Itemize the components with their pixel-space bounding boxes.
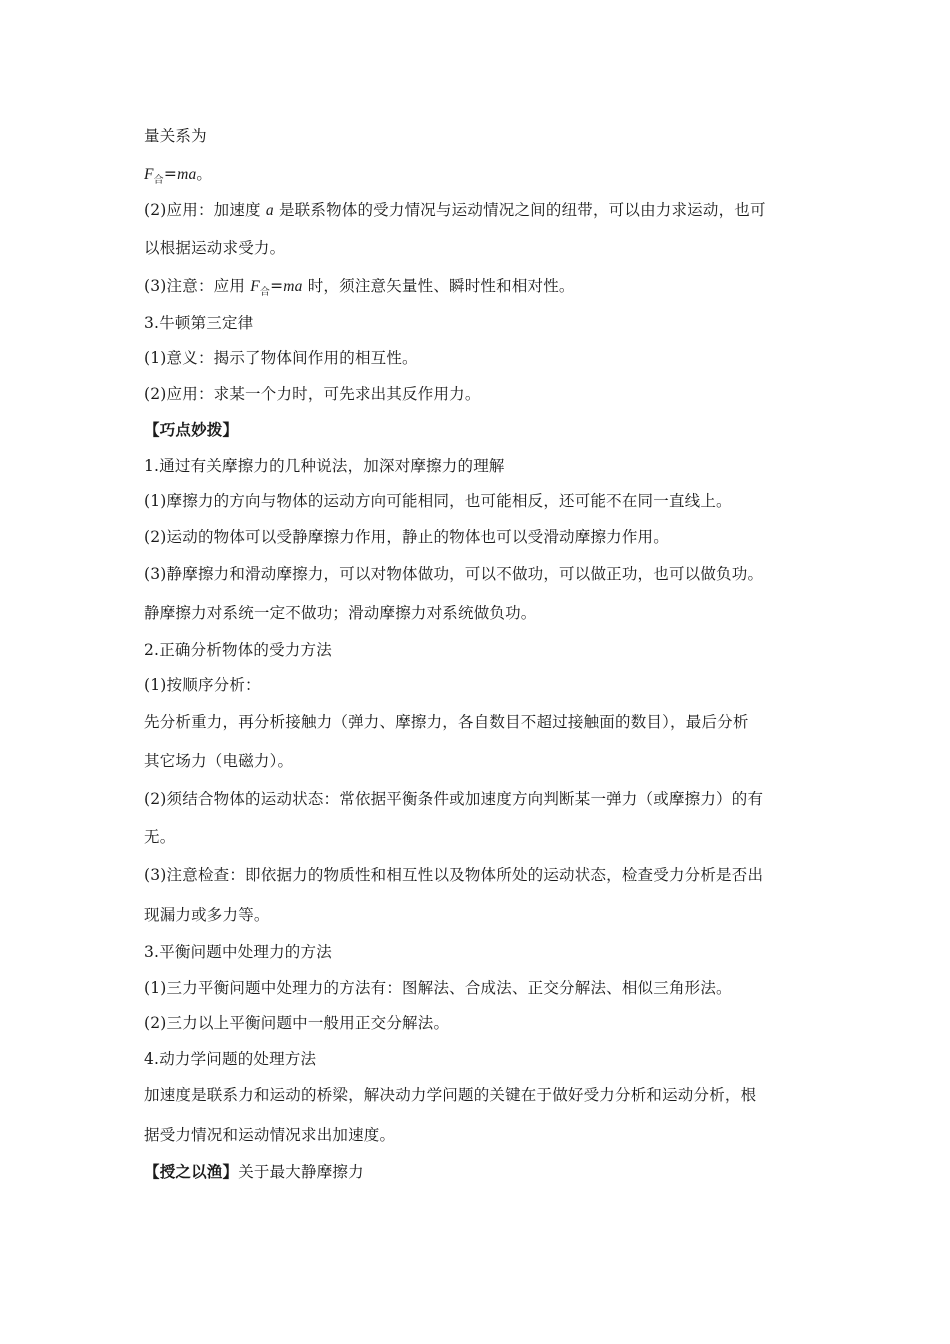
section-heading: 【授之以渔】 <box>144 1162 239 1181</box>
text: 现漏力或多力等。 <box>144 906 270 924</box>
text-line <box>144 751 293 771</box>
text-line <box>144 491 732 511</box>
text-line <box>144 942 332 962</box>
text-line <box>144 1085 756 1105</box>
text: (3)注意检查：即依据力的物质性和相互性以及物体所处的运动状态，检查受力分析是否出 <box>144 866 764 884</box>
section-heading <box>144 313 253 333</box>
text-line <box>144 1013 449 1033</box>
section-heading <box>144 420 238 440</box>
text-line <box>144 978 732 998</box>
text-line <box>144 675 261 695</box>
text-line <box>144 126 207 146</box>
text: 3.平衡问题中处理力的方法 <box>144 943 332 961</box>
text-line <box>144 1125 395 1145</box>
text: 关于最大静摩擦力 <box>238 1163 364 1181</box>
text: 2.正确分析物体的受力方法 <box>144 641 332 659</box>
formula-symbol: ma <box>283 278 303 295</box>
text-line <box>144 384 481 404</box>
formula-symbol: F <box>144 166 154 183</box>
text: (2)须结合物体的运动状态：常依据平衡条件或加速度方向判断某一弹力（或摩擦力）的有 <box>144 790 764 808</box>
text: 3.牛顿第三定律 <box>144 314 254 332</box>
formula-symbol: ma <box>177 166 197 183</box>
text: 加速度是联系力和运动的桥梁，解决动力学问题的关键在于做好受力分析和运动分析，根 <box>144 1086 757 1104</box>
text-line <box>144 564 763 584</box>
text: (3)静摩擦力和滑动摩擦力，可以对物体做功，可以不做功，可以做正功，也可以做负功。 <box>144 565 764 583</box>
text-line <box>144 238 285 258</box>
text: 无。 <box>144 828 176 846</box>
text-line <box>144 905 270 925</box>
text-line <box>144 1049 316 1069</box>
text: 静摩擦力对系统一定不做功；滑动摩擦力对系统做负功。 <box>144 604 537 622</box>
text: 以根据运动求受力。 <box>144 239 286 257</box>
formula-symbol: a <box>265 202 274 219</box>
text: 量关系为 <box>144 127 207 145</box>
text: (2)运动的物体可以受静摩擦力作用，静止的物体也可以受滑动摩擦力作用。 <box>144 528 669 546</box>
text: (2)三力以上平衡问题中一般用正交分解法。 <box>144 1014 450 1032</box>
text-line <box>144 865 763 885</box>
text-line <box>144 1162 364 1182</box>
text-line <box>144 276 575 299</box>
text: (1)三力平衡问题中处理力的方法有：图解法、合成法、正交分解法、相似三角形法。 <box>144 979 732 997</box>
text: 【巧点妙拨】 <box>144 420 239 439</box>
text-line <box>144 827 175 847</box>
text: 其它场力（电磁力）。 <box>144 752 294 770</box>
text-line <box>144 348 418 368</box>
formula-equals: = <box>163 165 178 183</box>
text-line <box>144 712 749 732</box>
formula-subscript: 合 <box>259 287 271 298</box>
text: (3)注意：应用 <box>144 277 251 295</box>
text: 4.动力学问题的处理方法 <box>144 1050 317 1068</box>
text-line <box>144 640 332 660</box>
formula-line <box>144 164 212 187</box>
text-line <box>144 527 669 547</box>
text: 先分析重力，再分析接触力（弹力、摩擦力，各自数目不超过接触面的数目），最后分析 <box>144 713 749 731</box>
text: (1)摩擦力的方向与物体的运动方向可能相同，也可能相反，还可能不在同一直线上。 <box>144 492 732 510</box>
text-line <box>144 456 505 476</box>
text: (1)意义：揭示了物体间作用的相互性。 <box>144 349 418 367</box>
text: (2)应用：加速度 <box>144 201 266 219</box>
text: 据受力情况和运动情况求出加速度。 <box>144 1126 396 1144</box>
text: 。 <box>196 165 213 183</box>
text: 1.通过有关摩擦力的几种说法，加深对摩擦力的理解 <box>144 457 505 475</box>
text-line <box>144 603 537 623</box>
formula-symbol: F <box>250 278 260 295</box>
text: (1)按顺序分析： <box>144 676 261 694</box>
text-line <box>144 200 766 221</box>
formula-equals: = <box>270 277 284 295</box>
formula-subscript: 合 <box>153 175 164 186</box>
text: (2)应用：求某一个力时，可先求出其反作用力。 <box>144 385 481 403</box>
text-line <box>144 789 763 809</box>
text: 是联系物体的受力情况与运动情况之间的纽带，可以由力求运动，也可 <box>273 201 766 219</box>
text: 时，须注意矢量性、瞬时性和相对性。 <box>302 277 575 295</box>
